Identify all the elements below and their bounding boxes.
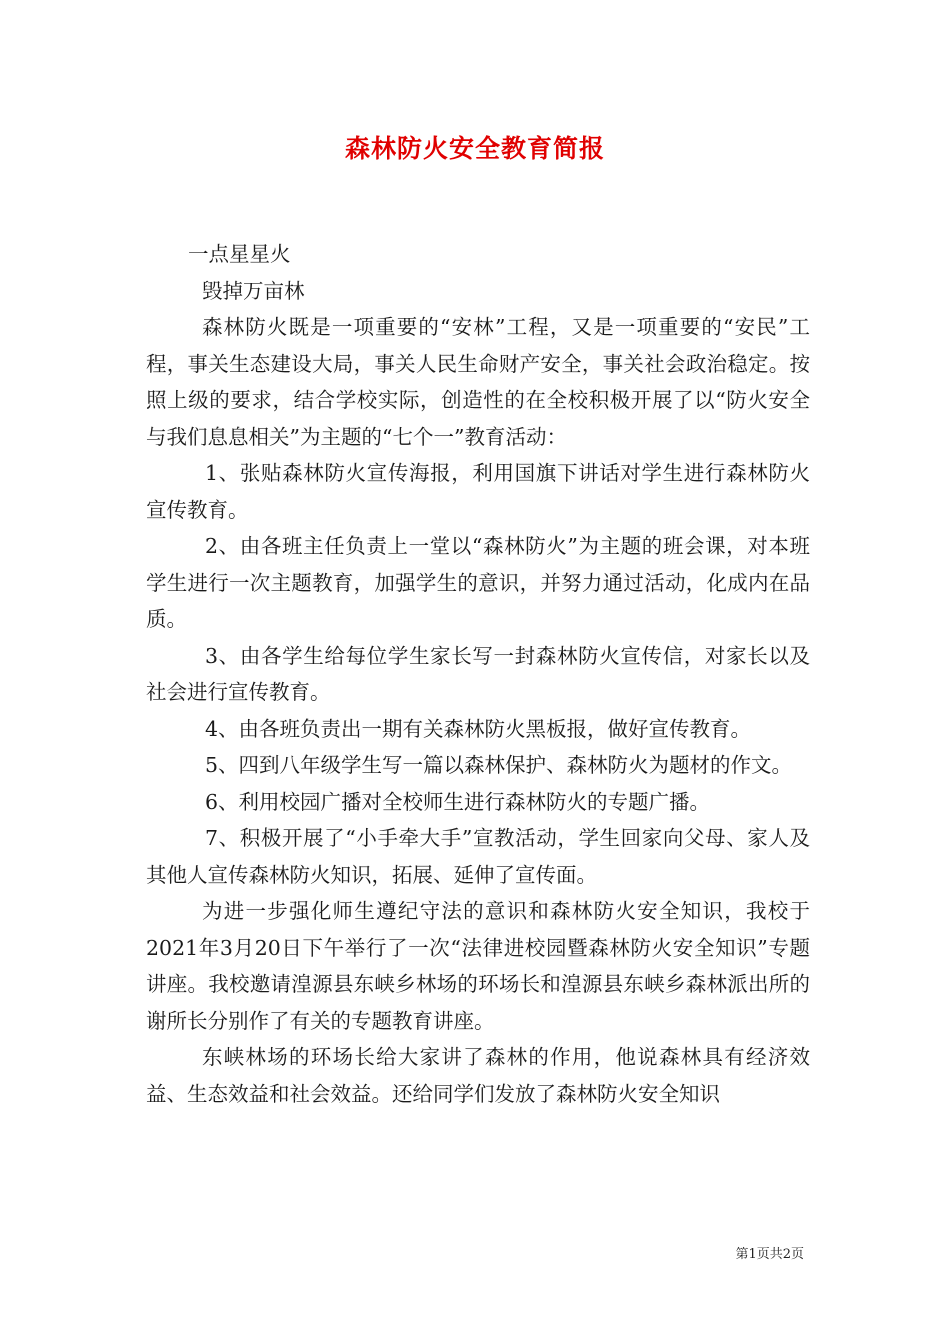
paragraph-item-1: 1、张贴森林防火宣传海报，利用国旗下讲话对学生进行森林防火宣传教育。 [146,461,810,522]
document-body [146,236,810,1112]
paragraph-item-5: 5、四到八年级学生写一篇以森林保护、森林防火为题材的作文。 [205,753,793,777]
paragraph-intro: 森林防火既是一项重要的“安林”工程，又是一项重要的“安民”工程，事关生态建设大局，事关人民生命财产安全，事关社会政治稳定。按照上级的要求，结合学校实际，创造性的在全校积极开展了以“防火安全与我们息息相关”为主题的“七个一”教育活动： [146,315,810,449]
document-title: 森林防火安全教育简报 [344,134,605,163]
paragraph-item-7: 7、积极开展了“小手牵大手”宣教活动，学生回家向父母、家人及其他人宣传森林防火知识，拓展、延伸了宣传面。 [146,826,810,887]
paragraph-lecture: 为进一步强化师生遵纪守法的意识和森林防火安全知识，我校于2021年3月20日下午举行了一次“法律进校园暨森林防火安全知识”专题讲座。我校邀请湟源县东峡乡林场的环场长和湟源县东峡乡森林派出所的谢所长分别作了有关的专题教育讲座。 [146,899,810,1033]
paragraph-item-4: 4、由各班负责出一期有关森林防火黑板报，做好宣传教育。 [205,716,752,741]
paragraph-item-2: 2、由各班主任负责上一堂以“森林防火”为主题的班会课，对本班学生进行一次主题教育，加强学生的意识，并努力通过活动，化成内在品质。 [146,534,810,631]
page-number-footer: 第1页共2页 [735,1247,804,1262]
paragraph-forest-role: 东峡林场的环场长给大家讲了森林的作用，他说森林具有经济效益、生态效益和社会效益。还给同学们发放了森林防火安全知识 [146,1045,810,1106]
paragraph-item-3: 3、由各学生给每位学生家长写一封森林防火宣传信，对家长以及社会进行宣传教育。 [146,643,810,704]
paragraph-slogan-1: 一点星星火 [188,242,291,266]
paragraph-item-6: 6、利用校园广播对全校师生进行森林防火的专题广播。 [205,789,711,814]
paragraph-slogan-2: 毁掉万亩林 [202,278,305,303]
